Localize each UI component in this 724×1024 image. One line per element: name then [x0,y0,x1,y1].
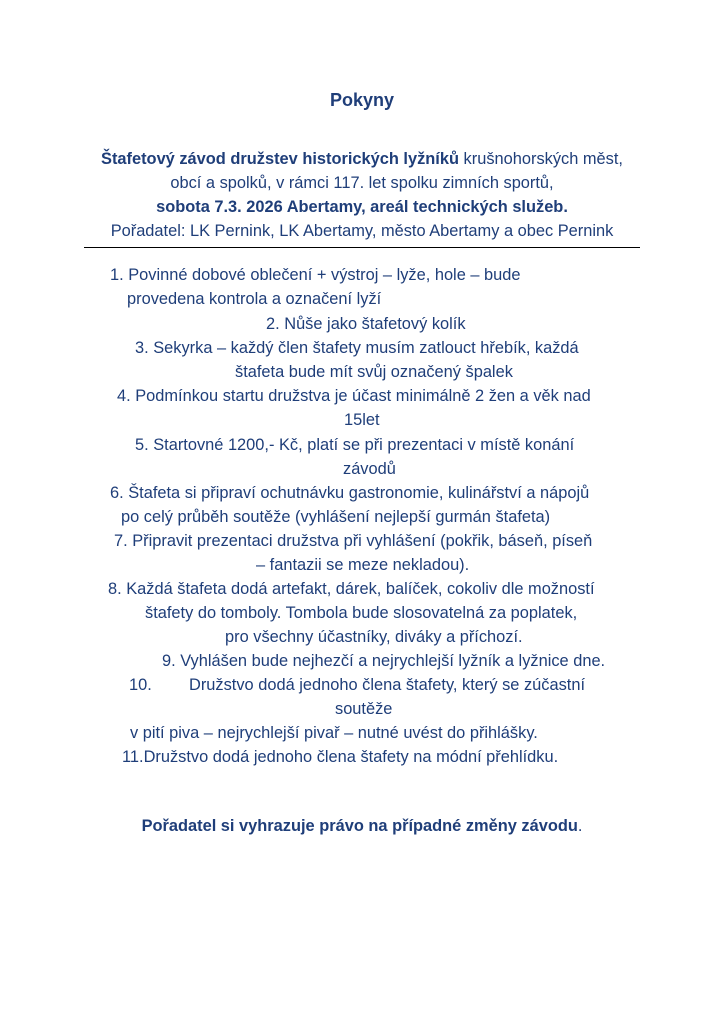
list-item-6-line-2: po celý průběh soutěže (vyhlášení nejlepší gurmán štafeta) [121,508,551,526]
organizer-line: Pořadatel: LK Pernink, LK Abertamy, město Abertamy a obec Pernink [110,222,614,240]
list-item-9: 9. Vyhlášen bude nejhezčí a nejrychlejší lyžník a lyžnice dne. [162,652,606,670]
list-item-2: 2. Nůše jako štafetový kolík [266,315,466,333]
list-item-7-line-1: 7. Připravit prezentaci družstva při vyhlášení (pokřik, báseň, píseň [114,532,593,550]
list-item-7-line-2: – fantazii se meze nekladou). [256,556,470,574]
page-title: Pokyny [329,90,395,110]
list-item-4-line-2: 15let [344,411,380,429]
list-item-5-line-2: závodů [343,460,396,478]
list-item-3-line-2: štafeta bude mít svůj označený špalek [235,363,513,381]
header-line-1 [0,148,724,171]
list-item-8-line-2: štafety do tomboly. Tombola bude slosovatelná za poplatek, [145,604,578,622]
event-name-rest: krušnohorských měst, [459,150,623,168]
list-item-4-line-1: 4. Podmínkou startu družstva je účast minimálně 2 žen a věk nad [117,387,591,405]
event-date-place: sobota 7.3. 2026 Abertamy, areál technických služeb. [156,198,568,216]
header-line-2: obcí a spolků, v rámci 117. let spolku zimních sportů, [170,174,554,192]
footer-note-bold: Pořadatel si vyhrazuje právo na případné změny závodu [141,817,578,835]
list-item-6-line-1: 6. Štafeta si připraví ochutnávku gastronomie, kulinářství a nápojů [110,484,590,502]
list-item-1-line-2: provedena kontrola a označení lyží [127,290,382,308]
footer-note-end: . [577,817,583,835]
event-name: Štafetový závod družstev historických lyžníků [101,150,459,168]
list-item-3-line-1: 3. Sekyrka – každý člen štafety musím zatlouct hřebík, každá [135,339,579,357]
list-item-10-line-2: soutěže [335,700,393,718]
footer-note [0,815,724,838]
list-item-10-line-3: v pití piva – nejrychlejší pivař – nutné uvést do přihlášky. [130,724,538,742]
list-item-8-line-3: pro všechny účastníky, diváky a příchozí. [225,628,523,646]
list-item-11: 11.Družstvo dodá jednoho člena štafety na módní přehlídku. [122,748,559,766]
list-item-8-line-1: 8. Každá štafeta dodá artefakt, dárek, balíček, cokoliv dle možností [108,580,595,598]
list-item-1-line-1: 1. Povinné dobové oblečení + výstroj – lyže, hole – bude [110,266,521,284]
header-divider [84,247,640,248]
list-item-5-line-1: 5. Startovné 1200,- Kč, platí se při prezentaci v místě konání [135,436,575,454]
list-item-10-line-1: 10. Družstvo dodá jednoho člena štafety, který se zúčastní [129,676,586,694]
